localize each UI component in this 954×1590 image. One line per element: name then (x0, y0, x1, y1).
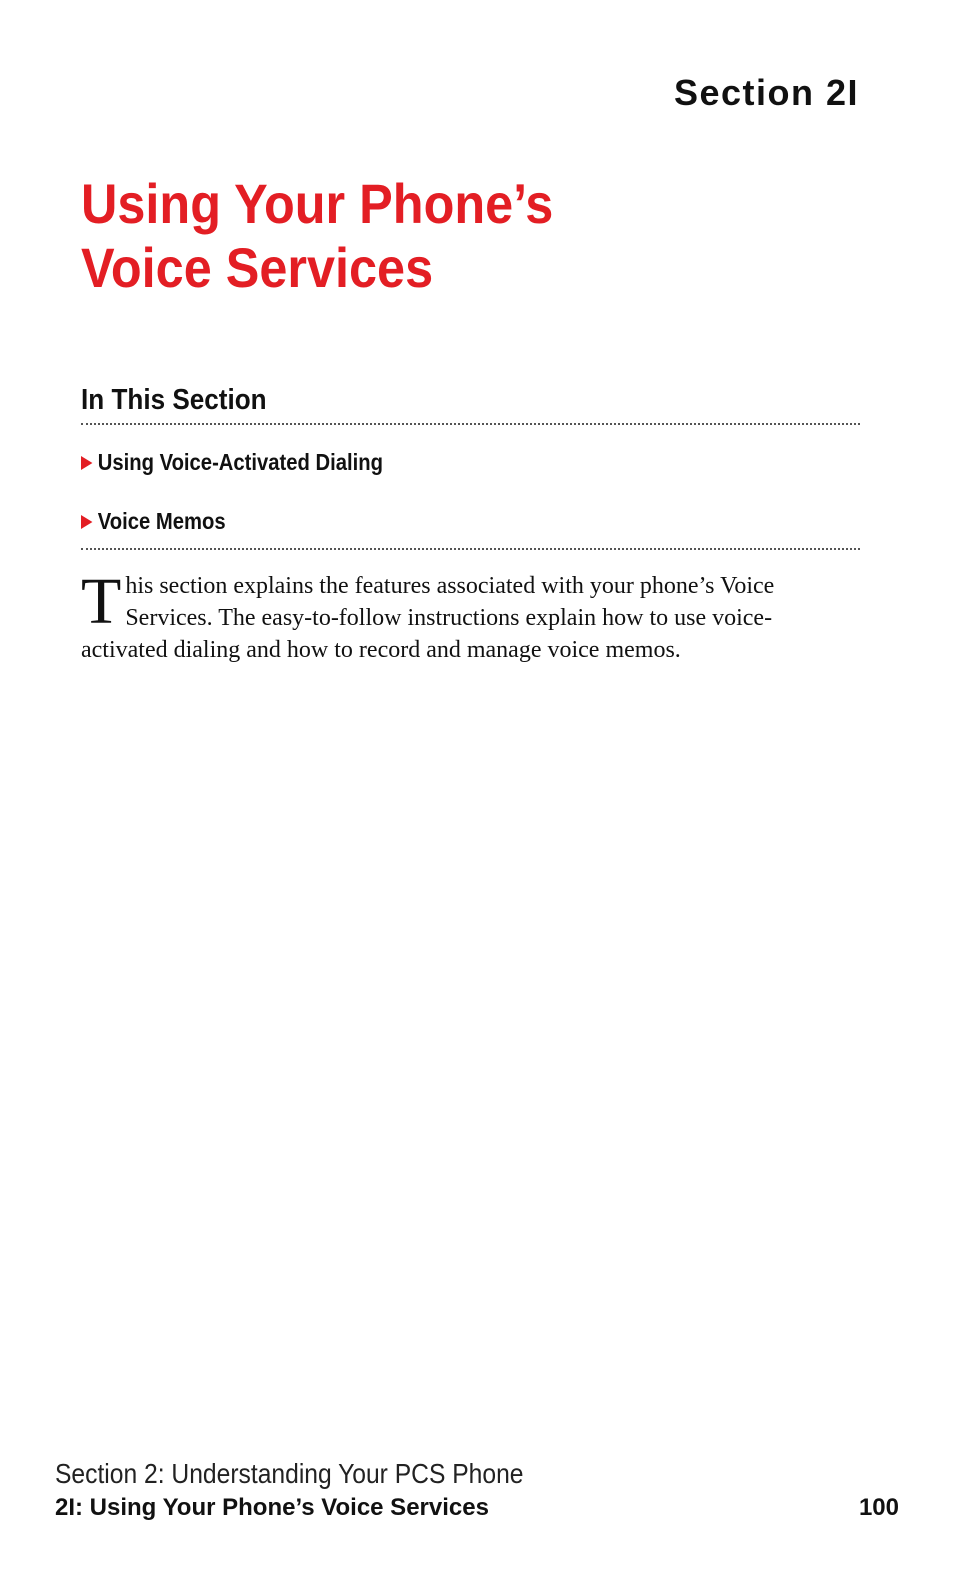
toc-item-label: Voice Memos (97, 508, 226, 534)
drop-cap: T (81, 565, 122, 638)
divider-top (81, 423, 860, 425)
page-title (81, 172, 553, 300)
page-title-line-1: Using Your Phone’s (81, 172, 554, 235)
intro-paragraph-text: his section explains the features associated with your phone’s Voice Services. The easy-to-follow instructions explain how to use voice-activated dialing and how to record and manage voice memos. (81, 573, 775, 663)
triangle-bullet-icon (81, 456, 92, 470)
intro-paragraph (81, 565, 801, 666)
page-number: 100 (858, 1494, 899, 1521)
footer-section-title: Section 2: Understanding Your PCS Phone (55, 1458, 524, 1489)
divider-bottom (81, 548, 860, 550)
toc-item-label: Using Voice-Activated Dialing (97, 449, 384, 475)
triangle-bullet-icon (81, 515, 92, 529)
footer-chapter-title: 2I: Using Your Phone’s Voice Services (55, 1494, 489, 1521)
in-this-section-heading: In This Section (81, 384, 267, 416)
toc-item-voice-memos[interactable] (81, 508, 226, 535)
section-label: Section 2I (673, 72, 859, 113)
toc-item-voice-activated-dialing[interactable] (81, 449, 383, 476)
page-title-line-2: Voice Services (81, 236, 434, 299)
